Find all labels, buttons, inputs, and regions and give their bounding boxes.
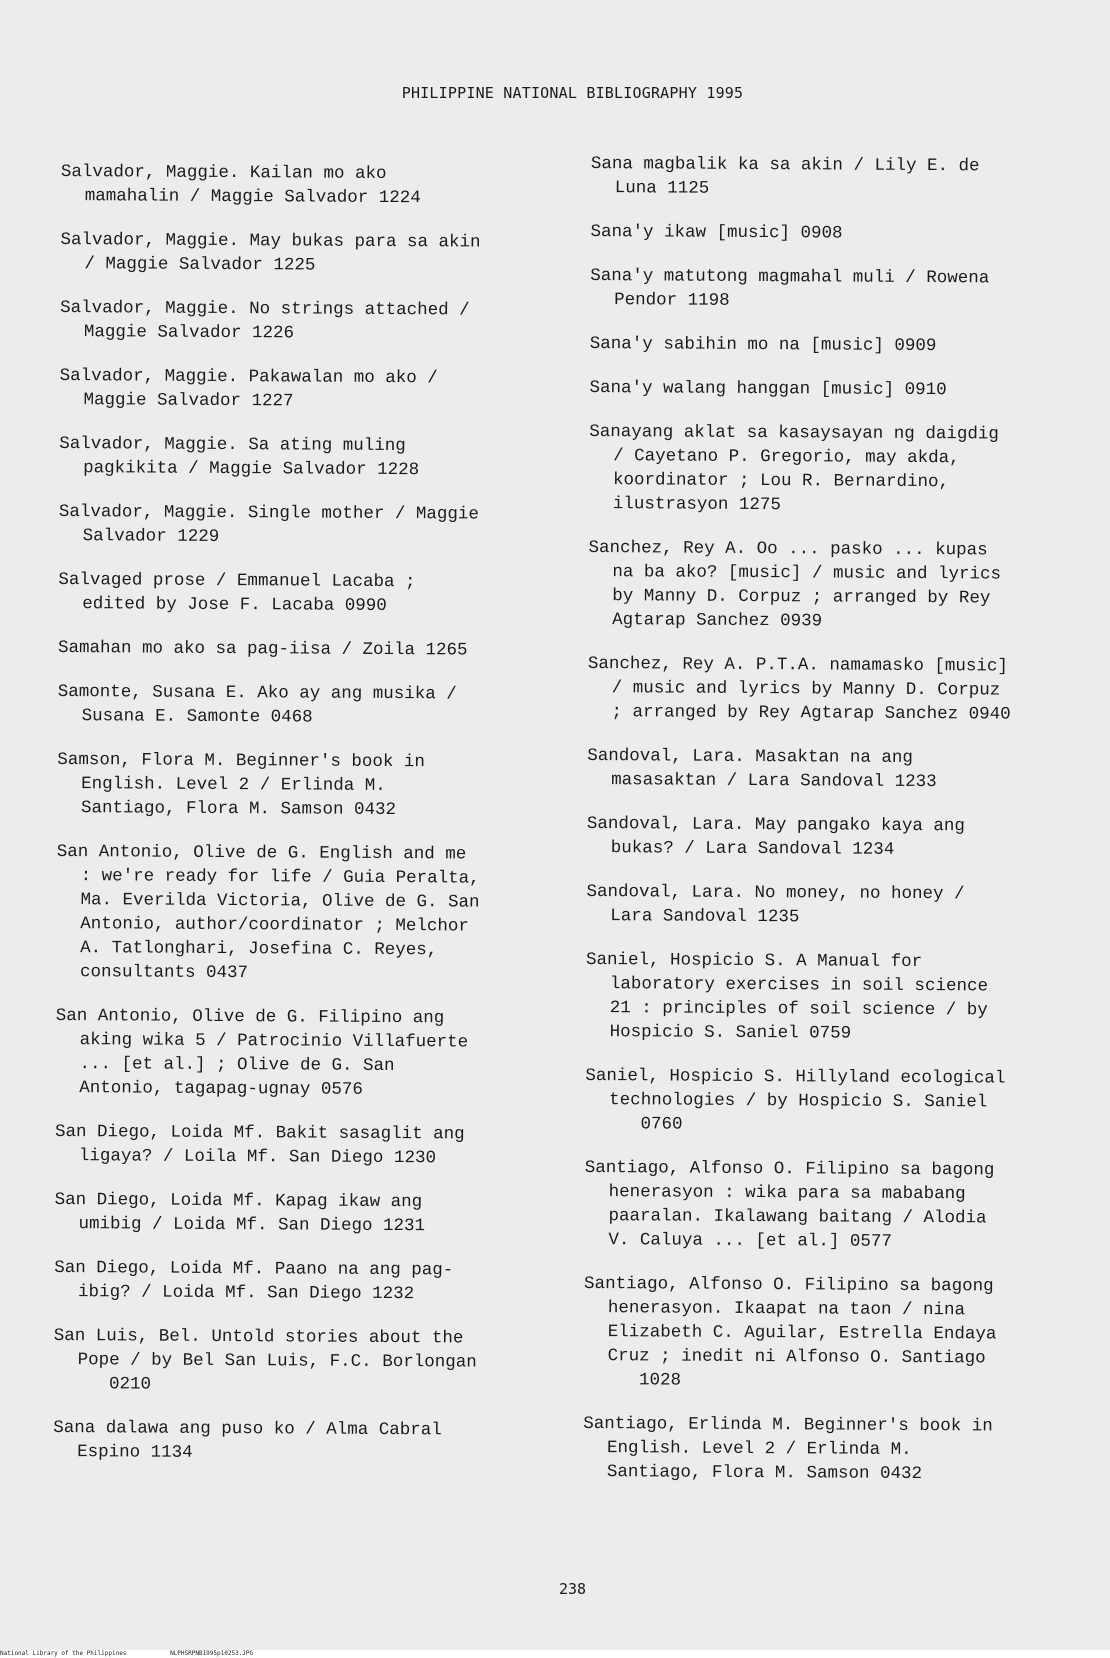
bibliography-entry: Saniel, Hospicio S. Hillyland ecological technologies / by Hospicio S. Saniel 0760 (585, 1065, 1006, 1135)
bibliography-entry: San Diego, Loida Mf. Bakit sasaglit ang ligaya? / Loila Mf. San Diego 1230 (55, 1121, 465, 1169)
scan-footer (0, 1650, 1110, 1658)
bibliography-entry: Sana magbalik ka sa akin / Lily E. de Luna 1125 (590, 153, 980, 199)
bibliography-entry: Sanchez, Rey A. P.T.A. namamasko [music] / music and lyrics by Manny D. Corpuz ; arranged by Rey Agtarap Sanchez 0940 (587, 653, 1011, 725)
bibliography-entry: Salvador, Maggie. Kailan mo ako mamahalin / Maggie Salvador 1224 (60, 161, 421, 209)
bibliography-entry: Sana'y walang hanggan [music] 0910 (589, 377, 947, 401)
bibliography-entry: Salvador, Maggie. No strings attached / Maggie Salvador 1226 (60, 297, 470, 344)
bibliography-entry: Santiago, Erlinda M. Beginner's book in English. Level 2 / Erlinda M. Santiago, Flora M. Samson 0432 (583, 1413, 993, 1485)
bibliography-entry: Sana dalawa ang puso ko / Alma Cabral Espino 1134 (53, 1417, 442, 1463)
right-column (583, 152, 1091, 1507)
bibliography-entry: San Antonio, Olive de G. English and me : we're ready for life / Guia Peralta, Ma. Everilda Victoria, Olive de G. San Antonio, author/coordinator ; Melchor A. Tatlonghari, Josefina C. Reyes, consultants 0437 (56, 841, 480, 984)
footer-filename: NLPHSRPNB1995p10253.JPG (170, 1650, 254, 1657)
bibliography-entry: Samonte, Susana E. Ako ay ang musika / Susana E. Samonte 0468 (57, 681, 457, 728)
left-column (53, 160, 561, 1487)
bibliography-entry: Sanchez, Rey A. Oo ... pasko ... kupas na ba ako? [music] / music and lyrics by Manny D. Corpuz ; arranged by Rey Agtarap Sanchez 0939 (588, 537, 1002, 632)
bibliography-entry: Santiago, Alfonso O. Filipino sa bagong henerasyon. Ikaapat na taon / nina Elizabeth C. Aguilar, Estrella Endaya Cruz ; inedit ni Alfonso O. Santiago 1028 (584, 1273, 997, 1391)
bibliography-entry: Sana'y matutong magmahal muli / Rowena Pendor 1198 (590, 265, 990, 311)
bibliography-entry: San Antonio, Olive de G. Filipino ang aking wika 5 / Patrocinio Villafuerte ... [et al.] ; Olive de G. San Antonio, tagapag-ugnay 0576 (55, 1005, 469, 1100)
page-number: 238 (558, 1580, 587, 1598)
bibliography-entry: San Diego, Loida Mf. Kapag ikaw ang umibig / Loida Mf. San Diego 1231 (54, 1189, 426, 1237)
bibliography-entry: San Diego, Loida Mf. Paano na ang pag- ibig? / Loida Mf. San Diego 1232 (54, 1257, 454, 1305)
bibliography-entry: Sanayang aklat sa kasaysayan ng daigdig / Cayetano P. Gregorio, may akda, koordinator ; Lou R. Bernardino, ilustrasyon 1275 (589, 421, 999, 516)
page-title: PHILIPPINE NATIONAL BIBLIOGRAPHY 1995 (401, 84, 744, 102)
bibliography-entry: Saniel, Hospicio S. A Manual for laboratory exercises in soil science 21 : principles of soil science / by Hospicio S. Saniel 0759 (586, 949, 989, 1044)
bibliography-entry: Sana'y sabihin mo na [music] 0909 (589, 333, 937, 357)
bibliography-entry: San Luis, Bel. Untold stories about the Pope / by Bel San Luis, F.C. Borlongan 0210 (53, 1325, 477, 1395)
bibliography-entry: Salvador, Maggie. Single mother / Maggie Salvador 1229 (58, 501, 479, 547)
bibliography-entry: Santiago, Alfonso O. Filipino sa bagong henerasyon : wika para sa mababang paaralan. Ikalawang baitang / Alodia V. Caluya ... [et al.] 0577 (584, 1157, 995, 1252)
bibliography-entry: Salvaged prose / Emmanuel Lacaba ; edited by Jose F. Lacaba 0990 (58, 569, 416, 616)
bibliography-entry: Sandoval, Lara. Masaktan na ang masasaktan / Lara Sandoval 1233 (587, 745, 937, 793)
bibliography-entry: Sana'y ikaw [music] 0908 (590, 221, 843, 244)
bibliography-entry: Sandoval, Lara. No money, no honey / Lara Sandoval 1235 (586, 881, 965, 928)
bibliography-entry: Salvador, Maggie. Pakawalan mo ako / Maggie Salvador 1227 (59, 365, 438, 412)
bibliography-entry: Salvador, Maggie. Sa ating muling pagkikita / Maggie Salvador 1228 (59, 433, 420, 481)
bibliography-entry: Samahan mo ako sa pag-iisa / Zoila 1265 (57, 637, 468, 661)
bibliography-entry: Sandoval, Lara. May pangako kaya ang bukas? / Lara Sandoval 1234 (586, 813, 966, 860)
bibliography-entry: Samson, Flora M. Beginner's book in English. Level 2 / Erlinda M. Santiago, Flora M. Samson 0432 (57, 749, 425, 821)
bibliography-entry: Salvador, Maggie. May bukas para sa akin / Maggie Salvador 1225 (60, 229, 481, 276)
footer-library: National Library of the Philippines (0, 1650, 127, 1657)
